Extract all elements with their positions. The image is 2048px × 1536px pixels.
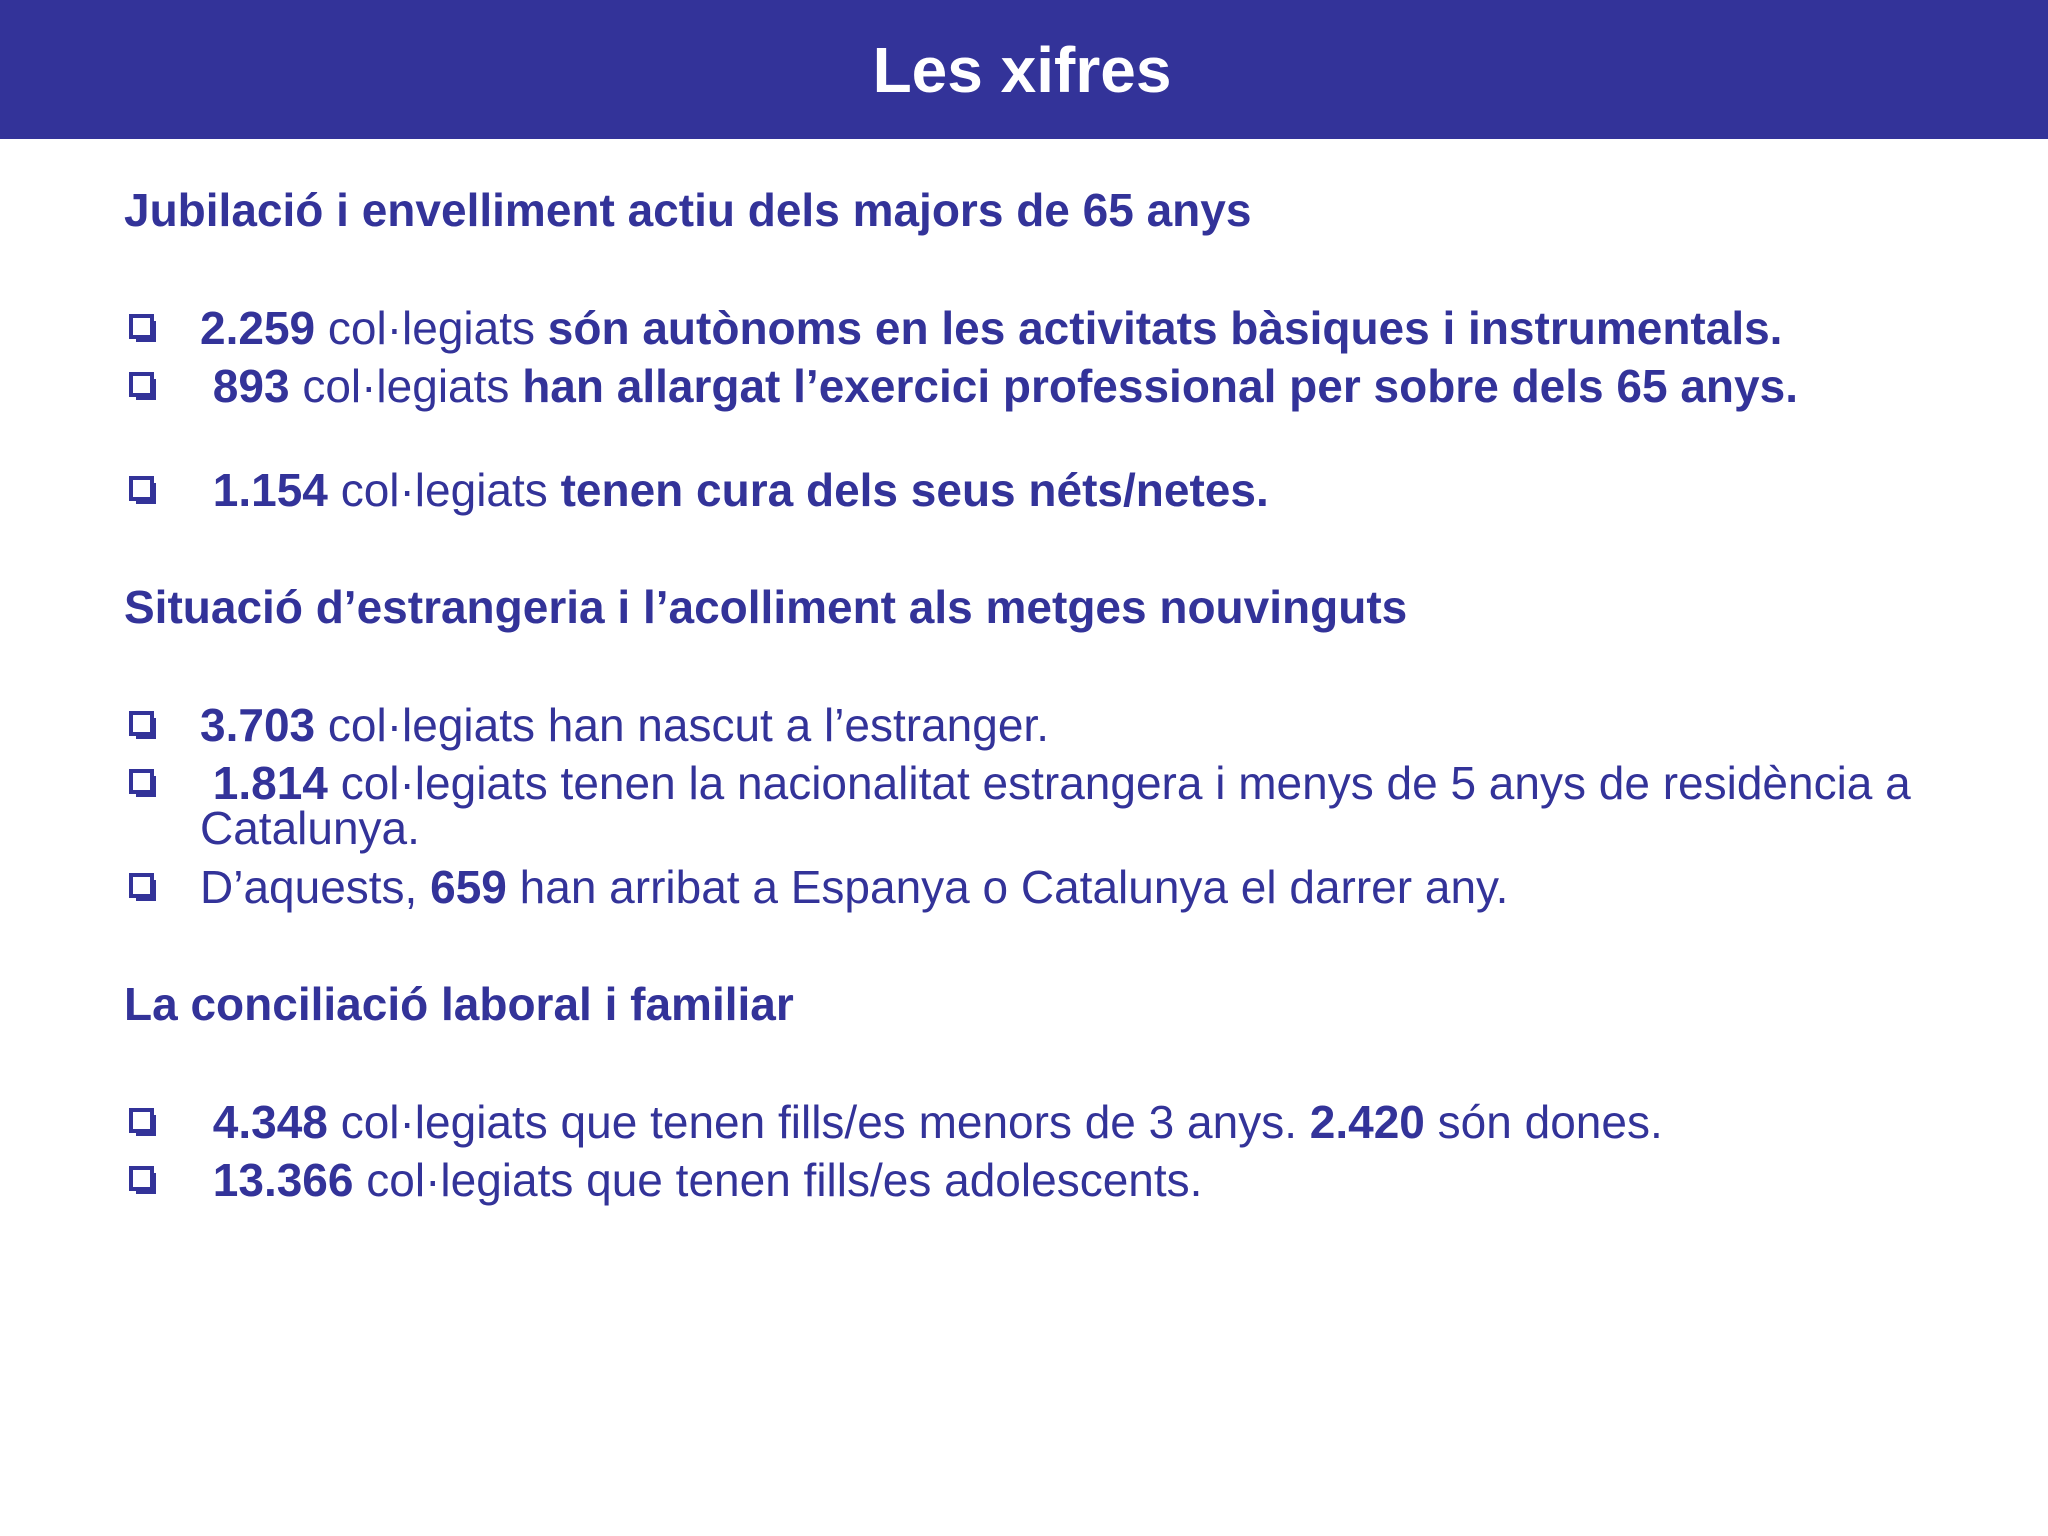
stat-emphasis: han allargat l’exercici professional per sobre dels 65 anys.: [522, 360, 1798, 412]
checkbox-bullet-icon: [129, 1166, 157, 1194]
stat-text: col·legiats que tenen fills/es adolescents.: [366, 1154, 1203, 1206]
stat-value: 3.703: [200, 699, 316, 751]
checkbox-bullet-icon: [129, 873, 157, 901]
section-title-conciliacio: La conciliació laboral i familiar: [124, 978, 794, 1030]
checkbox-bullet-icon: [129, 372, 157, 400]
stat-value-secondary: 2.420: [1309, 1096, 1425, 1148]
checkbox-bullet-icon: [129, 711, 157, 739]
list-item: [124, 699, 1994, 751]
stat-value: 1.814: [212, 757, 328, 809]
section-title-jubilacio: Jubilació i envelliment actiu dels majors de 65 anys: [124, 184, 1252, 236]
stat-value: 13.366: [212, 1154, 354, 1206]
checkbox-bullet-icon: [129, 476, 157, 504]
stat-text: col·legiats: [302, 360, 510, 412]
stat-value: 2.259: [200, 302, 316, 354]
stat-text: col·legiats han nascut a l’estranger.: [327, 699, 1049, 751]
stat-text-secondary: són dones.: [1437, 1096, 1663, 1148]
stat-emphasis: tenen cura dels seus néts/netes.: [560, 464, 1269, 516]
list-item: [124, 464, 1994, 516]
stat-text: col·legiats que tenen fills/es menors de 3 anys.: [340, 1096, 1297, 1148]
list-item: [124, 1096, 1994, 1148]
list-item: [124, 360, 1994, 412]
checkbox-bullet-icon: [129, 1108, 157, 1136]
list-item: [124, 302, 1994, 354]
section-title-estrangeria: Situació d’estrangeria i l’acolliment als metges nouvinguts: [124, 581, 1408, 633]
checkbox-bullet-icon: [129, 314, 157, 342]
list-item: [124, 757, 1994, 854]
checkbox-bullet-icon: [129, 769, 157, 797]
page-title: Les xifres: [872, 33, 1172, 106]
stat-value: 4.348: [212, 1096, 328, 1148]
stat-value: 893: [212, 360, 290, 412]
stat-value: 659: [430, 861, 507, 913]
list-item: [124, 861, 1994, 913]
stat-value: 1.154: [212, 464, 328, 516]
stat-text: han arribat a Espanya o Catalunya el darrer any.: [519, 861, 1509, 913]
stat-prefix: D’aquests,: [200, 861, 418, 913]
title-bar: [0, 0, 2048, 139]
stat-text: col·legiats tenen la nacionalitat estrangera i menys de 5 anys de residència a Catalunya.: [200, 757, 1911, 854]
stat-text: col·legiats: [340, 464, 548, 516]
list-item: [124, 1154, 1994, 1206]
stat-text: col·legiats: [327, 302, 535, 354]
stat-emphasis: són autònoms en les activitats bàsiques i instrumentals.: [547, 302, 1783, 354]
